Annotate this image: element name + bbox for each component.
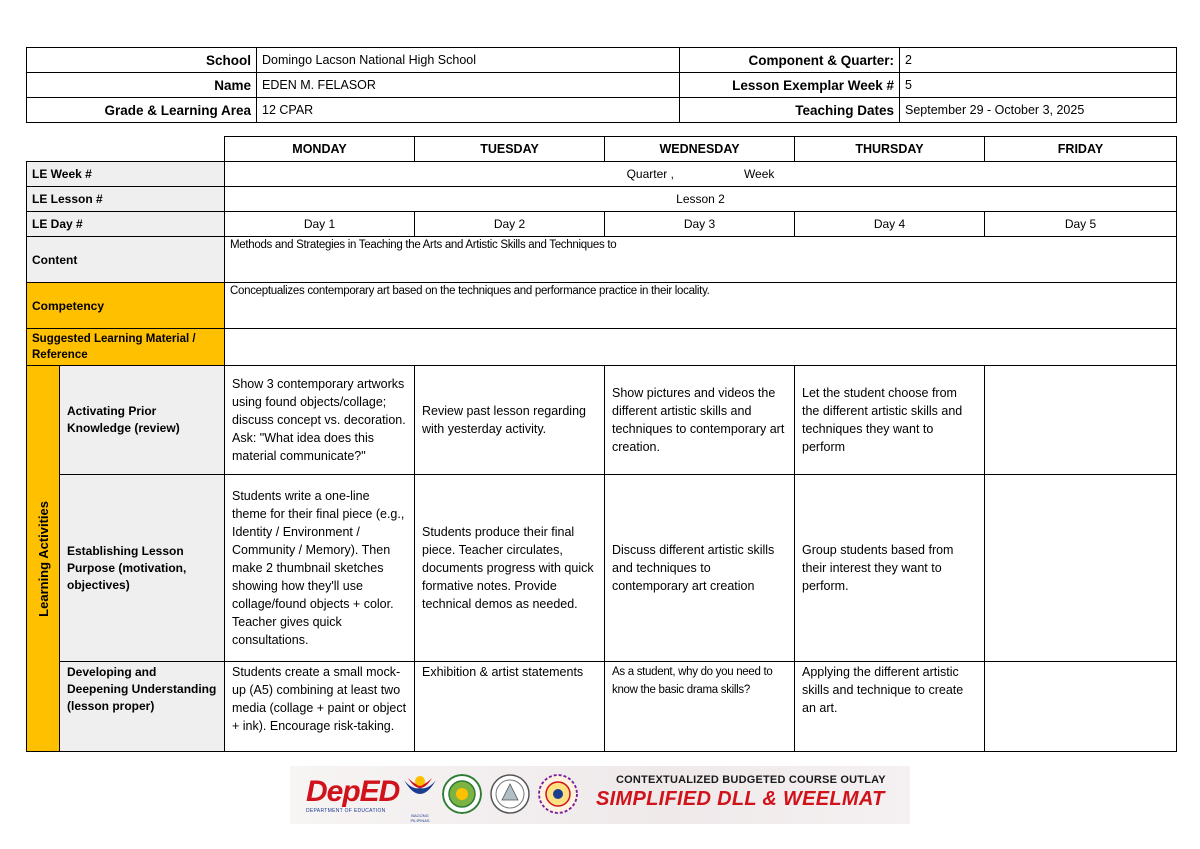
developing-tue: Exhibition & artist statements [415,662,605,752]
le-lesson-label: LE Lesson # [27,187,225,212]
seal-icon-3 [538,774,578,814]
developing-label: Developing and Deepening Understanding (lesson proper) [60,662,225,752]
establishing-fri [985,475,1177,662]
developing-fri [985,662,1177,752]
grade-value: 12 CPAR [257,98,680,123]
le-week-label: LE Week # [27,162,225,187]
developing-thu: Applying the different artistic skills and technique to create an art. [795,662,985,752]
activating-wed: Show pictures and videos the different artistic skills and techniques to contemporary art creation. [605,366,795,475]
developing-row [27,662,1177,752]
week-value: 5 [900,73,1177,98]
school-label: School [27,48,257,73]
le-week-row [27,162,1177,187]
le-day-row [27,212,1177,237]
week-label: Lesson Exemplar Week # [680,73,900,98]
footer-banner [290,766,910,824]
name-label: Name [27,73,257,98]
school-value: Domingo Lacson National High School [257,48,680,73]
le-day-1: Day 1 [225,212,415,237]
day-header-monday: MONDAY [225,137,415,162]
competency-value: Conceptualizes contemporary art based on the techniques and performance practice in their locality. [225,283,1177,329]
establishing-wed: Discuss different artistic skills and techniques to contemporary art creation [605,475,795,662]
banner-line2: SIMPLIFIED DLL & WEELMAT [596,788,885,810]
establishing-mon: Students write a one-line theme for their final piece (e.g., Identity / Environment / Community / Memory). Then make 2 thumbnail sketches showing how they'll use collage/found objects + color. Teacher gives quick consultations. [225,475,415,662]
establishing-row [27,475,1177,662]
developing-wed: As a student, why do you need to know the basic drama skills? [605,662,795,752]
le-day-5: Day 5 [985,212,1177,237]
grade-label: Grade & Learning Area [27,98,257,123]
day-header-wednesday: WEDNESDAY [605,137,795,162]
developing-mon: Students create a small mock-up (A5) combining at least two media (collage + paint or object + ink). Encourage risk-taking. [225,662,415,752]
seal-icon-2 [490,774,530,814]
establishing-tue: Students produce their final piece. Teacher circulates, documents progress with quick formative notes. Provide technical demos as needed. [415,475,605,662]
seal-icon-1 [442,774,482,814]
bagong-pilipinas-logo [402,774,438,823]
day-header-friday: FRIDAY [985,137,1177,162]
learning-activities-label: Learning Activities [35,500,51,617]
activating-row [27,366,1177,475]
bagong-pilipinas-icon [402,774,438,808]
bagong-pilipinas-text: BAGONG PILIPINAS [410,813,430,823]
dates-label: Teaching Dates [680,98,900,123]
day-header-row [27,137,1177,162]
activating-mon: Show 3 contemporary artworks using found objects/collage; discuss concept vs. decoration. Ask: "What idea does this material communicate?" [225,366,415,475]
content-label: Content [27,237,225,283]
name-value: EDEN M. FELASOR [257,73,680,98]
establishing-label: Establishing Lesson Purpose (motivation, objectives) [60,475,225,662]
day-header-thursday: THURSDAY [795,137,985,162]
le-lesson-row [27,187,1177,212]
le-day-4: Day 4 [795,212,985,237]
le-lesson-value: Lesson 2 [225,187,1177,212]
component-value: 2 [900,48,1177,73]
establishing-thu: Group students based from their interest they want to perform. [795,475,985,662]
activating-thu: Let the student choose from the different artistic skills and techniques they want to perform [795,366,985,475]
content-value: Methods and Strategies in Teaching the Arts and Artistic Skills and Techniques to [225,237,1177,283]
competency-label: Competency [27,283,225,329]
dates-value: September 29 - October 3, 2025 [900,98,1177,123]
le-day-3: Day 3 [605,212,795,237]
banner-line1: CONTEXTUALIZED BUDGETED COURSE OUTLAY [616,774,886,786]
learning-activities-label-cell [27,366,60,752]
lesson-table [26,136,1177,752]
component-label: Component & Quarter: [680,48,900,73]
day-header-tuesday: TUESDAY [415,137,605,162]
le-day-label: LE Day # [27,212,225,237]
deped-logo-text: DepED [306,775,400,808]
material-row [27,329,1177,366]
le-week-value: Quarter , Week [225,162,1177,187]
activating-label: Activating Prior Knowledge (review) [60,366,225,475]
activating-fri [985,366,1177,475]
competency-row [27,283,1177,329]
activating-tue: Review past lesson regarding with yesterday activity. [415,366,605,475]
material-label: Suggested Learning Material / Reference [27,329,225,366]
header-table [26,47,1177,123]
content-row [27,237,1177,283]
deped-logo-subtext: DEPARTMENT OF EDUCATION [306,808,386,814]
le-day-2: Day 2 [415,212,605,237]
material-value [225,329,1177,366]
deped-logo [306,776,406,814]
